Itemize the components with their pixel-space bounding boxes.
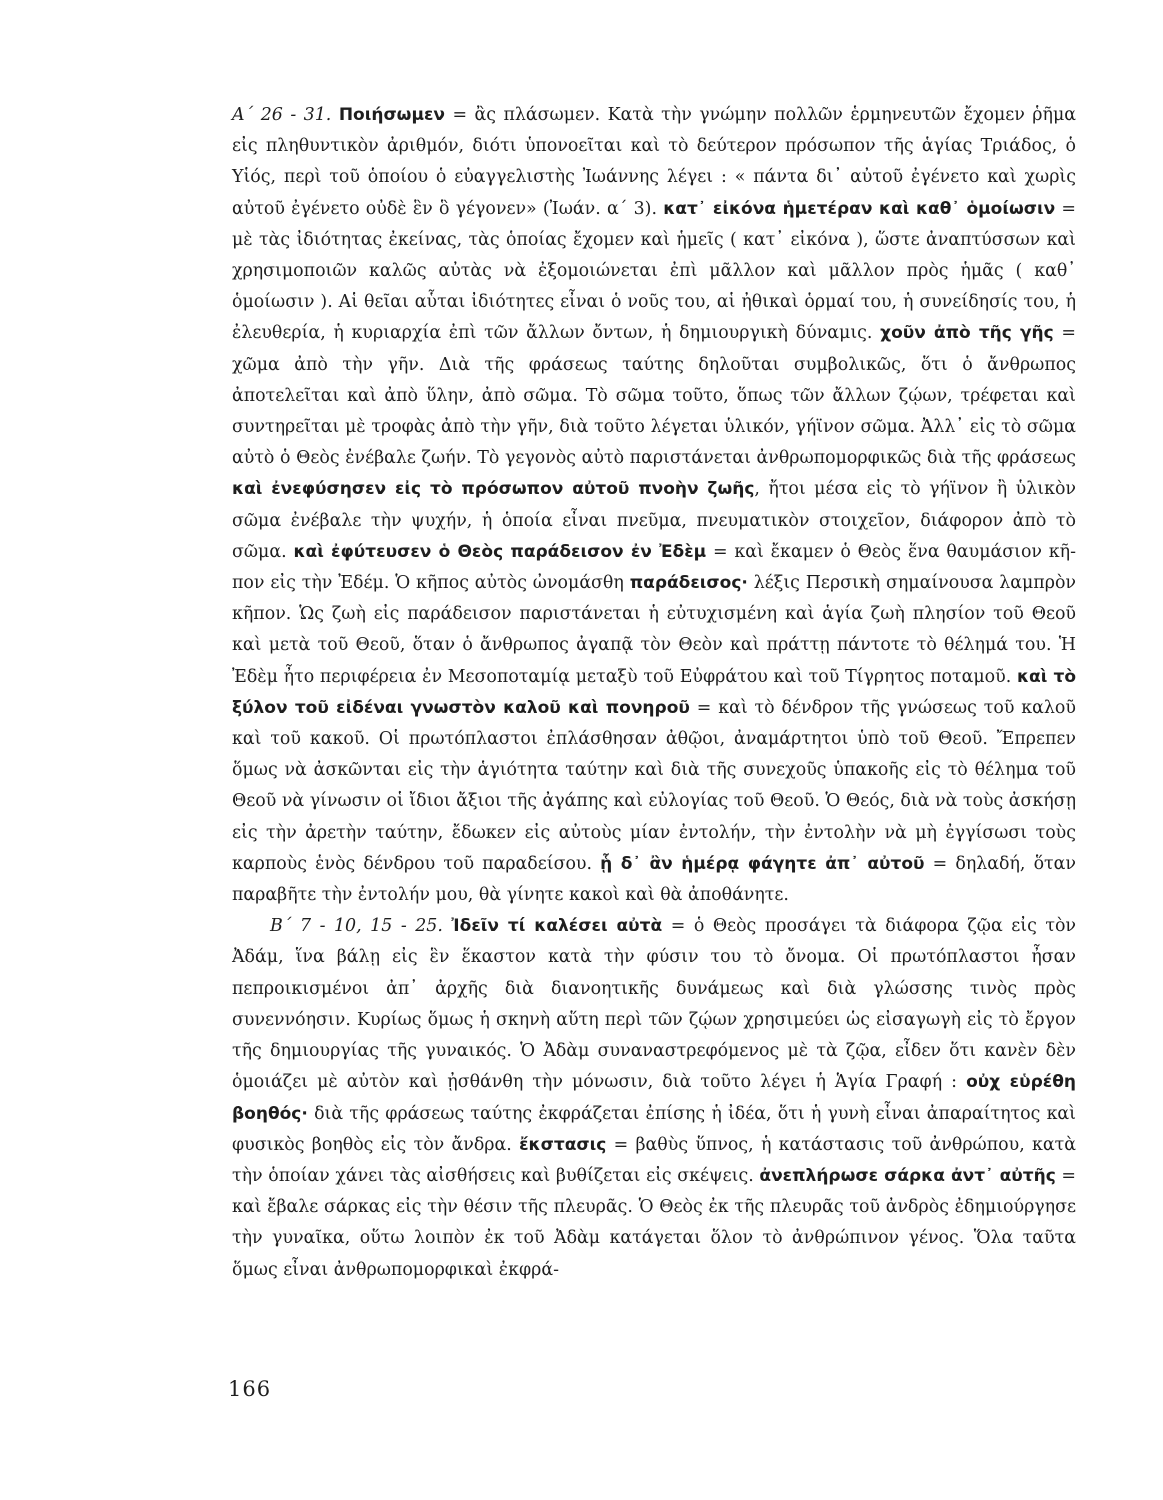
paragraph	[232, 911, 1076, 1285]
lemma-bold: καὶ ἐφύτευσεν ὁ Θεὸς παράδεισον ἐν Ἐδὲμ	[293, 541, 707, 562]
lemma-bold: κατ᾿ εἰκόνα ἡμετέραν καὶ καθ᾿ ὁμοίωσιν	[663, 198, 1056, 219]
text-run: = βαθὺς ὕπνος, ἡ κατάστασις τοῦ ἀνθρώπου, κατὰ τὴν ὁποίαν χάνει τὰς αἰσθήσεις καὶ βυθίζεται εἰς σκέψεις.	[232, 1134, 1076, 1186]
text-run: = δηλαδή, ὅταν παραβῆτε τὴν ἐντολήν μου, θὰ γίνητε κακοὶ καὶ θὰ ἀποθάνητε.	[232, 853, 1076, 906]
lemma-bold: καὶ ἐνεφύσησεν εἰς τὸ πρόσωπον αὐτοῦ πνοὴν ζωῆς	[232, 479, 755, 500]
lemma-bold: Ποιήσωμεν	[338, 105, 446, 125]
lemma-bold: ἔκστασις	[519, 1134, 607, 1155]
text-run: = χῶμα ἀπὸ τὴν γῆν. Διὰ τῆς φράσεως ταύτης δηλοῦται συμβολικῶς, ὅτι ὁ ἄνθρωπος ἀποτελεῖται καὶ ἀπὸ ὕλην, ἀπὸ σῶμα. Τὸ σῶμα τοῦτο, ὅπως τῶν ἄλλων ζῴων, τρέφεται καὶ συντηρεῖται μὲ τροφὰς ἀπὸ τὴν γῆν, διὰ τοῦτο λέγεται ὑλικόν, γήϊνον σῶμα. Ἀλλ᾿ εἰς τὸ σῶμα αὐτὸ ὁ Θεὸς ἐνέβαλε ζωήν. Τὸ γεγονὸς αὐτὸ παριστάνεται ἀνθρωπομορφικῶς διὰ τῆς φράσεως	[232, 323, 1076, 469]
text-run: = καὶ τὸ δένδρον τῆς γνώσεως τοῦ καλοῦ καὶ τοῦ κακοῦ. Οἱ πρωτόπλαστοι ἐπλάσθησαν ἀθῷοι, ἀναμάρτητοι ὑπὸ τοῦ Θεοῦ. Ἔπρεπεν ὅμως νὰ ἀσκῶνται εἰς τὴν ἁγιότητα ταύτην καὶ διὰ τῆς συνεχοῦς ὑπακοῆς εἰς τὸ θέλημα τοῦ Θεοῦ νὰ γίνωσιν οἱ ἴδιοι ἄξιοι τῆς ἀγάπης καὶ εὐλογίας τοῦ Θεοῦ. Ὁ Θεός, διὰ νὰ τοὺς ἀσκήσῃ εἰς τὴν ἀρετὴν ταύτην, ἔδωκεν εἰς αὐτοὺς μίαν ἐντολήν, τὴν ἐντολὴν νὰ μὴ ἐγγίσωσι τοὺς καρποὺς ἑνὸς δένδρου τοῦ παραδείσου.	[232, 697, 1076, 874]
text-run: , ἤτοι μέσα εἰς τὸ γήϊνον ἢ ὑλικὸν σῶμα ἐνέβαλε τὴν ψυχήν, ἡ ὁποία εἶναι πνεῦμα, πνευματικὸν στοιχεῖον, διάφορον ἀπὸ τὸ σῶμα.	[232, 479, 1076, 562]
text-run: = μὲ τὰς ἰδιότητας ἐκείνας, τὰς ὁποίας ἔχομεν καὶ ἡμεῖς ( κατ᾿ εἰκόνα ), ὥστε ἀναπτύσσων καὶ χρησιμοποιῶν καλῶς αὐτὰς νὰ ἐξομοιώνεται ἐπὶ μᾶλλον καὶ μᾶλλον πρὸς ἡμᾶς ( καθ᾿ ὁμοίωσιν ). Αἱ θεῖαι αὗται ἰδιότητες εἶναι ὁ νοῦς του, αἱ ἠθικαὶ ὁρμαί του, ἡ συνείδησίς του, ἡ ἐλευθερία, ἡ κυριαρχία ἐπὶ τῶν ἄλλων ὄντων, ἡ δημιουργικὴ δύναμις.	[232, 198, 1076, 344]
text-run: = καὶ ἔκαμεν ὁ Θεὸς ἕνα θαυμάσιον κῆπον εἰς τὴν Ἐδέμ. Ὁ κῆπος αὐτὸς ὠνομάσθη	[232, 541, 1076, 594]
lemma-bold: παράδεισος·	[629, 573, 748, 594]
text-run: = καὶ ἔβαλε σάρκας εἰς τὴν θέσιν τῆς πλευρᾶς. Ὁ Θεὸς ἐκ τῆς πλευρᾶς τοῦ ἀνδρὸς ἐδημιούργησε τὴν γυναῖκα, οὕτω λοιπὸν ἐκ τοῦ Ἀδὰμ κατάγεται ὅλον τὸ ἀνθρώπινον γένος. Ὅλα ταῦτα ὅμως εἶναι ἀνθρωπομορφικαὶ ἐκφρά-	[232, 1165, 1076, 1280]
lemma-bold: Ἰδεῖν τί καλέσει αὐτὰ	[451, 916, 663, 937]
paragraph	[232, 100, 1076, 911]
text-run	[331, 105, 338, 125]
text-run: λέξις Περσικὴ σημαίνουσα λαμπρὸν κῆπον. Ὡς ζωὴ εἰς παράδεισον παριστάνεται ἡ εὐτυχισμένη καὶ ἁγία ζωὴ πλησίον τοῦ Θεοῦ καὶ μετὰ τοῦ Θεοῦ, ὅταν ὁ ἄνθρωπος ἀγαπᾷ τὸν Θεὸν καὶ πράττῃ πάντοτε τὸ θέλημά του. Ἡ Ἐδὲμ ἦτο περιφέρεια ἐν Μεσοποταμίᾳ μεταξὺ τοῦ Εὐφράτου καὶ τοῦ Τίγρητος ποταμοῦ.	[232, 573, 1076, 687]
commentary-text	[232, 100, 1076, 1286]
lemma-bold: χοῦν ἀπὸ τῆς γῆς	[880, 323, 1054, 344]
verse-reference: Β΄ 7 - 10, 15 - 25.	[270, 916, 443, 937]
lemma-bold: ᾗ δ᾿ ἂν ἡμέρᾳ φάγητε ἀπ᾿ αὐτοῦ	[600, 853, 925, 874]
text-run: = ὁ Θεὸς προσάγει τὰ διάφορα ζῷα εἰς τὸν Ἀδάμ, ἵνα βάλῃ εἰς ἓν ἕκαστον κατὰ τὴν φύσιν του τὸ ὄνομα. Οἱ πρωτόπλαστοι ἦσαν πεπροικισμένοι ἀπ᾿ ἀρχῆς διὰ διανοητικῆς δυνάμεως καὶ διὰ γλώσσης τινὸς πρὸς συνεννόησιν. Κυρίως ὅμως ἡ σκηνὴ αὕτη περὶ τῶν ζῴων χρησιμεύει ὡς εἰσαγωγὴ εἰς τὸ ἔργον τῆς δημιουργίας τῆς γυναικός. Ὁ Ἀδὰμ συναναστρεφόμενος μὲ τὰ ζῷα, εἶδεν ὅτι κανὲν δὲν ὁμοιάζει μὲ αὐτὸν καὶ ᾐσθάνθη τὴν μόνωσιν, διὰ τοῦτο λέγει ἡ Ἁγία Γραφή :	[232, 916, 1076, 1093]
page-number: 166	[228, 1377, 272, 1401]
lemma-bold: ἀνεπλήρωσε σάρκα ἀντ᾿ αὐτῆς	[759, 1165, 1056, 1186]
lemma-bold: καὶ τὸ ξύλον τοῦ εἰδέναι γνωστὸν καλοῦ καὶ πονηροῦ	[232, 666, 1076, 718]
text-run: = ἂς πλάσωμεν. Κατὰ τὴν γνώμην πολλῶν ἑρμηνευτῶν ἔχομεν ῥῆμα εἰς πληθυντικὸν ἀριθμόν, διότι ὑπονοεῖται καὶ τὸ δεύτερον πρόσωπον τῆς ἁγίας Τριάδος, ὁ Υἱός, περὶ τοῦ ὁποίου ὁ εὐαγγελιστὴς Ἰωάννης λέγει : « πάντα δι᾿ αὐτοῦ ἐγένετο καὶ χωρὶς αὐτοῦ ἐγένετο οὐδὲ ἓν ὃ γέγονεν» (Ἰωάν. α΄ 3).	[232, 105, 1076, 219]
lemma-bold: οὐχ εὑρέθη βοηθός·	[232, 1072, 1076, 1124]
text-run: διὰ τῆς φράσεως ταύτης ἐκφράζεται ἐπίσης ἡ ἰδέα, ὅτι ἡ γυνὴ εἶναι ἀπαραίτητος καὶ φυσικὸς βοηθὸς εἰς τὸν ἄνδρα.	[232, 1103, 1076, 1155]
verse-reference: Α΄ 26 - 31.	[232, 105, 332, 125]
